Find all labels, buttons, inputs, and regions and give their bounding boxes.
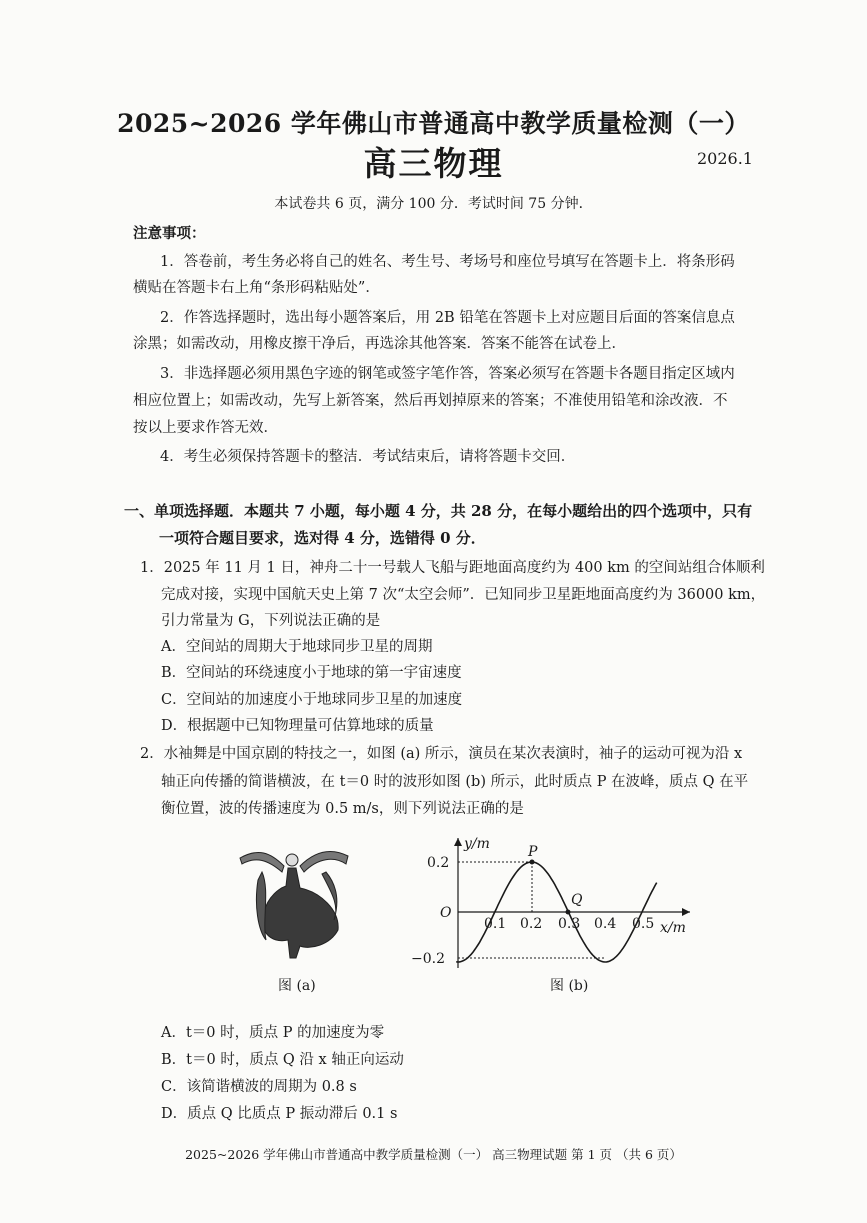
y-tick-label: −0.2 bbox=[411, 951, 445, 967]
notice-line: 按以上要求作答无效． bbox=[133, 420, 278, 436]
y-axis-label: y/m bbox=[464, 836, 490, 852]
figure-b-caption: 图 (b) bbox=[550, 978, 589, 994]
origin-label: O bbox=[440, 905, 452, 921]
exam-date: 2026.1 bbox=[697, 149, 753, 168]
question-2-stem: 衡位置，波的传播速度为 0.5 m/s，则下列说法正确的是 bbox=[161, 801, 524, 817]
point-q-label: Q bbox=[571, 892, 583, 908]
notice-line: 4．考生必须保持答题卡的整洁．考试结束后，请将答题卡交回． bbox=[160, 449, 576, 465]
notice-line: 相应位置上；如需改动，先写上新答案，然后再划掉原来的答案；不准使用铅笔和涂改液．不 bbox=[133, 393, 728, 409]
point-p-label: P bbox=[528, 844, 538, 860]
question-1-option-a: A．空间站的周期大于地球同步卫星的周期 bbox=[161, 639, 433, 655]
x-tick-label: 0.4 bbox=[594, 916, 617, 932]
question-1-option-b: B．空间站的环绕速度小于地球的第一宇宙速度 bbox=[161, 665, 462, 681]
question-2-option-c: C．该简谐横波的周期为 0.8 s bbox=[161, 1079, 357, 1095]
question-1-stem: 1．2025 年 11 月 1 日，神舟二十一号载人飞船与距地面高度约为 400 km 的空间站组合体顺利 bbox=[140, 560, 765, 576]
section-heading: 一、单项选择题．本题共 7 小题，每小题 4 分，共 28 分，在每小题给出的四个选项中，只有 bbox=[124, 502, 753, 520]
section-heading: 一项符合题目要求，选对得 4 分，选错得 0 分． bbox=[159, 529, 486, 547]
question-2-stem: 2．水袖舞是中国京剧的特技之一，如图 (a) 所示，演员在某次表演时，袖子的运动可视为沿 x bbox=[140, 746, 743, 762]
exam-subject: 高三物理 bbox=[363, 144, 504, 183]
question-1-option-d: D．根据题中已知物理量可估算地球的质量 bbox=[161, 718, 434, 734]
notice-line: 涂黑；如需改动，用橡皮擦干净后，再选涂其他答案．答案不能答在试卷上． bbox=[133, 336, 626, 352]
exam-title: 2025~2026 学年佛山市普通高中教学质量检测（一） bbox=[117, 109, 750, 138]
x-tick-label: 0.1 bbox=[484, 916, 507, 932]
x-tick-label: 0.3 bbox=[558, 916, 581, 932]
point-q-marker bbox=[566, 910, 571, 915]
point-p-marker bbox=[530, 860, 535, 865]
notice-line: 横贴在答题卡右上角“条形码粘贴处”． bbox=[133, 280, 380, 296]
notice-line: 1．答卷前，考生务必将自己的姓名、考生号、考场号和座位号填写在答题卡上．将条形码 bbox=[160, 254, 735, 270]
question-2-option-b: B．t＝0 时，质点 Q 沿 x 轴正向运动 bbox=[161, 1052, 404, 1068]
question-2-stem: 轴正向传播的简谐横波，在 t＝0 时的波形如图 (b) 所示，此时质点 P 在波峰，质点 Q 在平 bbox=[161, 774, 749, 790]
x-axis-label: x/m bbox=[660, 920, 686, 936]
question-2-figure bbox=[225, 833, 705, 1003]
figure-a-caption: 图 (a) bbox=[278, 978, 316, 994]
question-1-stem: 引力常量为 G，下列说法正确的是 bbox=[161, 613, 381, 629]
x-tick-label: 0.5 bbox=[632, 916, 655, 932]
x-tick-label: 0.2 bbox=[520, 916, 543, 932]
question-2-option-a: A．t＝0 时，质点 P 的加速度为零 bbox=[161, 1025, 385, 1041]
question-1-option-c: C．空间站的加速度小于地球同步卫星的加速度 bbox=[161, 692, 463, 708]
notice-heading: 注意事项： bbox=[133, 225, 206, 242]
notice-line: 3．非选择题必须用黑色字迹的钢笔或签字笔作答，答案必须写在答题卡各题目指定区域内 bbox=[160, 366, 735, 382]
notice-line: 2．作答选择题时，选出每小题答案后，用 2B 铅笔在答题卡上对应题目后面的答案信息点 bbox=[160, 310, 735, 326]
page-footer: 2025~2026 学年佛山市普通高中教学质量检测（一） 高三物理试题 第 1 页 （共 6 页） bbox=[185, 1147, 682, 1162]
exam-meta: 本试卷共 6 页，满分 100 分．考试时间 75 分钟． bbox=[274, 196, 593, 212]
y-tick-label: 0.2 bbox=[427, 855, 450, 871]
question-2-option-d: D．质点 Q 比质点 P 振动滞后 0.1 s bbox=[161, 1106, 398, 1122]
question-1-stem: 完成对接，实现中国航天史上第 7 次“太空会师”．已知同步卫星距地面高度约为 36000 km， bbox=[161, 587, 766, 603]
dancer-illustration bbox=[240, 851, 348, 958]
